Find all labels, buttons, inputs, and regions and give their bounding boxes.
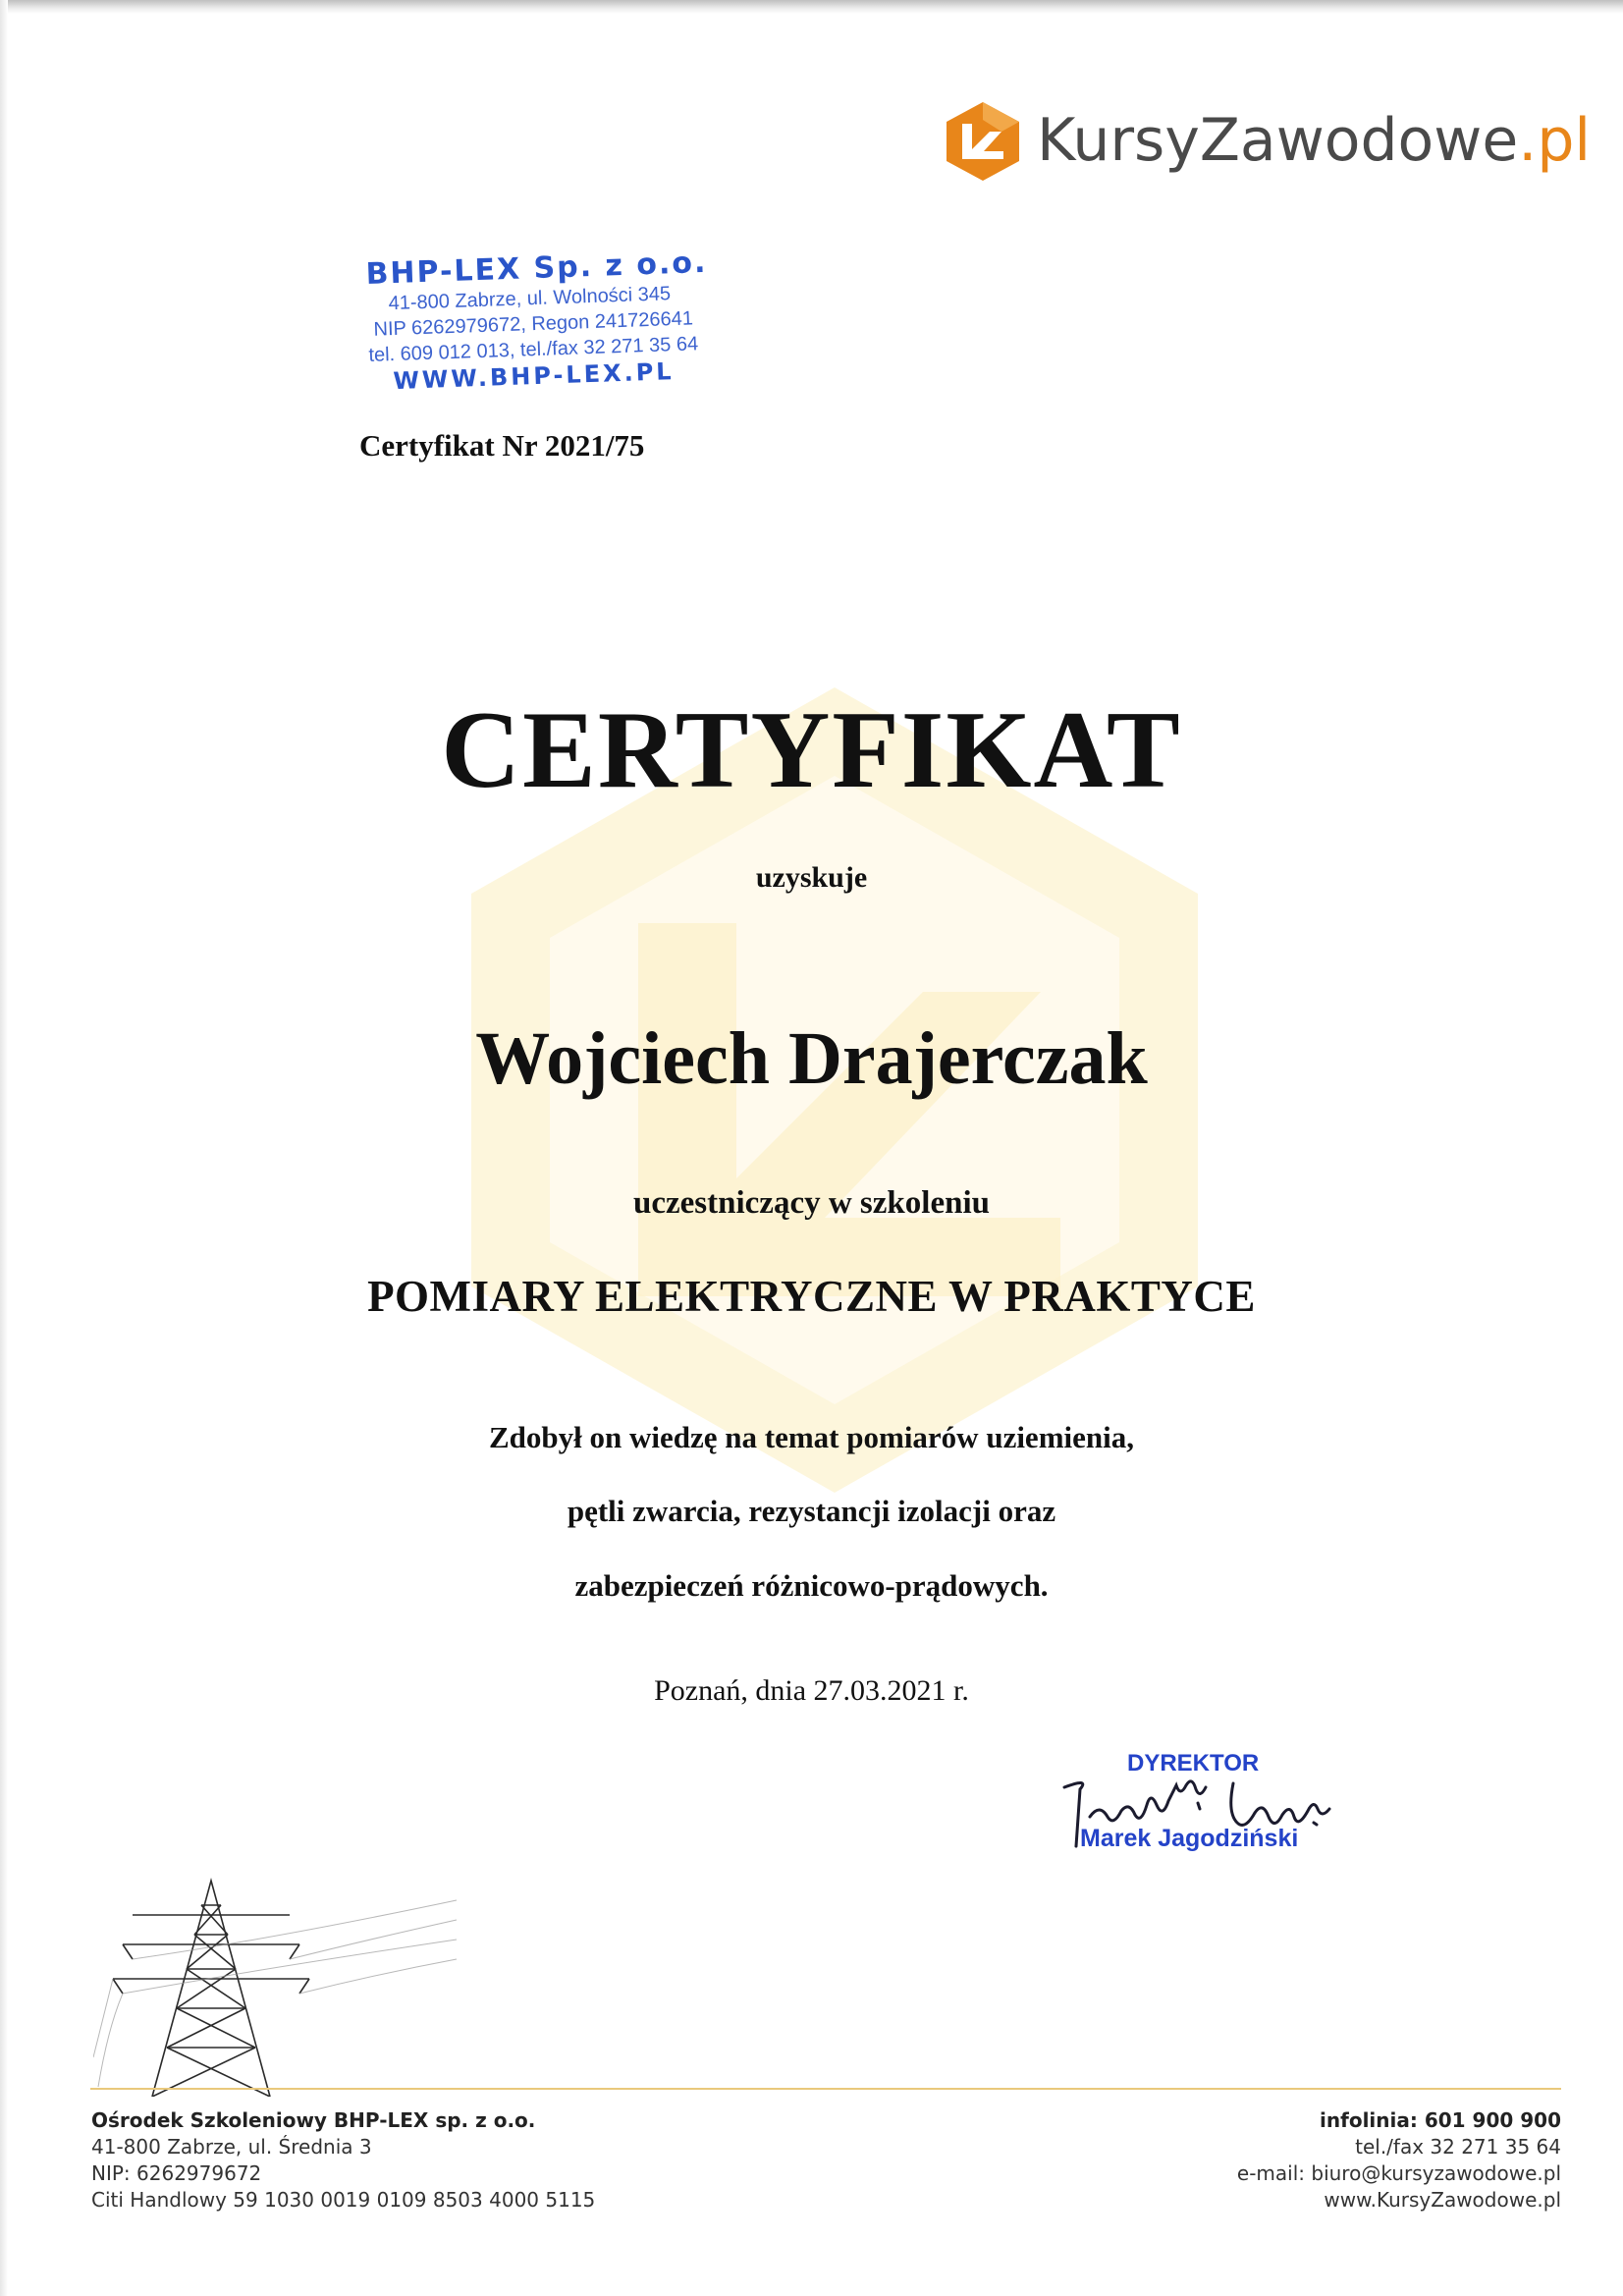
stamp-www: WWW.BHP-LEX.PL — [392, 357, 676, 396]
footer-address: 41-800 Zabrze, ul. Średnia 3 — [91, 2135, 372, 2159]
receives-label: uzyskuje — [755, 861, 868, 894]
footer-company-name: Ośrodek Szkoleniowy BHP-LEX sp. z o.o. — [91, 2108, 536, 2132]
footer-website: www.KursyZawodowe.pl — [1324, 2188, 1561, 2212]
certificate-number: Certyfikat Nr 2021/75 — [359, 428, 645, 463]
description-line-1: Zdobył on wiedzę na temat pomiarów uziemienia, — [489, 1420, 1134, 1454]
footer-bank-account: Citi Handlowy 59 1030 0019 0109 8503 4000 5115 — [91, 2188, 596, 2212]
footer-divider — [90, 2088, 1561, 2090]
power-pylon-illustration — [93, 1861, 466, 2097]
brand-name — [1037, 106, 1591, 175]
stamp-phones: tel. 609 012 013, tel./fax 32 271 35 64 — [368, 333, 699, 366]
stamp-ids: NIP 6262979672, Regon 241726641 — [373, 307, 694, 341]
brand-name-tld: .pl — [1518, 106, 1592, 175]
scan-top-edge — [0, 0, 1623, 14]
description-line-2: pętli zwarcia, rezystancji izolacji oraz — [567, 1494, 1056, 1528]
brand-name-main: KursyZawodowe — [1037, 106, 1519, 175]
footer-fax: tel./fax 32 271 35 64 — [1355, 2135, 1561, 2159]
director-name: Marek Jagodziński — [1080, 1825, 1299, 1852]
brand-logo — [941, 98, 1591, 183]
scan-left-edge — [0, 0, 8, 2296]
stamp-address: 41-800 Zabrze, ul. Wolności 345 — [388, 283, 672, 315]
kz-hexagon-logo-icon — [941, 98, 1025, 183]
description-line-3: zabezpieczeń różnicowo-prądowych. — [574, 1568, 1049, 1603]
footer-nip: NIP: 6262979672 — [91, 2161, 262, 2185]
course-name: POMIARY ELEKTRYCZNE W PRAKTYCE — [367, 1272, 1256, 1321]
footer-email: e-mail: biuro@kursyzawodowe.pl — [1236, 2161, 1561, 2185]
certificate-title: CERTYFIKAT — [441, 689, 1182, 811]
stamp-company-name: BHP-LEX Sp. z o.o. — [365, 245, 708, 292]
footer-company-info — [91, 2107, 595, 2214]
participation-label: uczestniczący w szkoleniu — [633, 1185, 990, 1221]
director-signature — [1051, 1768, 1434, 1856]
footer-contact-info — [1237, 2107, 1561, 2214]
place-and-date: Poznań, dnia 27.03.2021 r. — [654, 1674, 969, 1707]
director-title: DYREKTOR — [1127, 1750, 1260, 1777]
recipient-name: Wojciech Drajerczak — [475, 1017, 1148, 1100]
footer-hotline: infolinia: 601 900 900 — [1320, 2108, 1561, 2132]
company-stamp — [365, 246, 712, 396]
